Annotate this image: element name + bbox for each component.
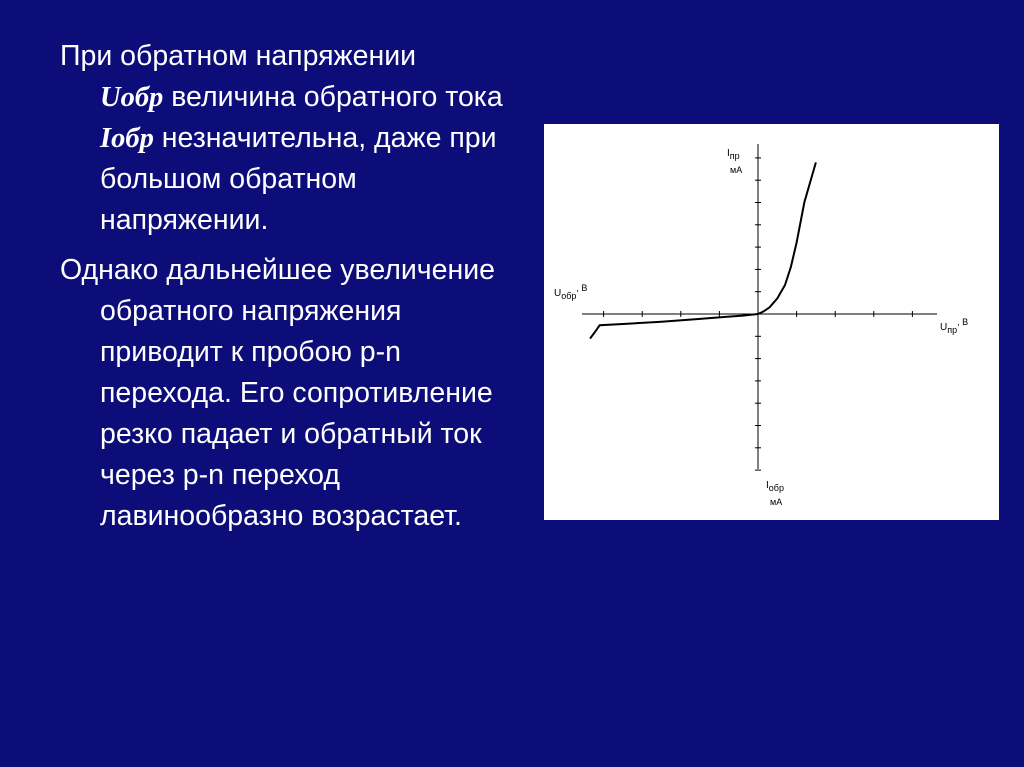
reverse-current-symbol: Iобр	[100, 123, 154, 154]
label-forward-current: Iпр	[727, 148, 740, 161]
chart-canvas	[544, 124, 999, 520]
paragraph-breakdown: Однако дальнейшее увеличение обратного напряжения приводит к пробою p-n перехода. Его сопротивление резко падает и обратный ток через p-n переход лавинообразно возрастает.	[60, 254, 496, 532]
paragraph-reverse-current	[60, 36, 530, 241]
slide-text	[60, 36, 530, 546]
reverse-voltage-symbol: Uобр	[100, 82, 164, 113]
para1-text-1: При обратном напряжении	[60, 40, 417, 72]
para1-text-2: величина обратного тока	[163, 81, 503, 113]
iv-curve	[590, 162, 816, 338]
para1-text-3: незначительна, даже при большом обратном напряжении.	[100, 122, 497, 236]
diode-iv-chart	[544, 124, 999, 520]
label-forward-current-unit: мА	[730, 165, 743, 175]
label-reverse-voltage: Uобр, В	[554, 283, 588, 301]
label-forward-voltage: Uпр, В	[940, 317, 969, 335]
label-reverse-current: Iобр	[766, 480, 784, 493]
label-reverse-current-unit: мА	[770, 497, 783, 507]
